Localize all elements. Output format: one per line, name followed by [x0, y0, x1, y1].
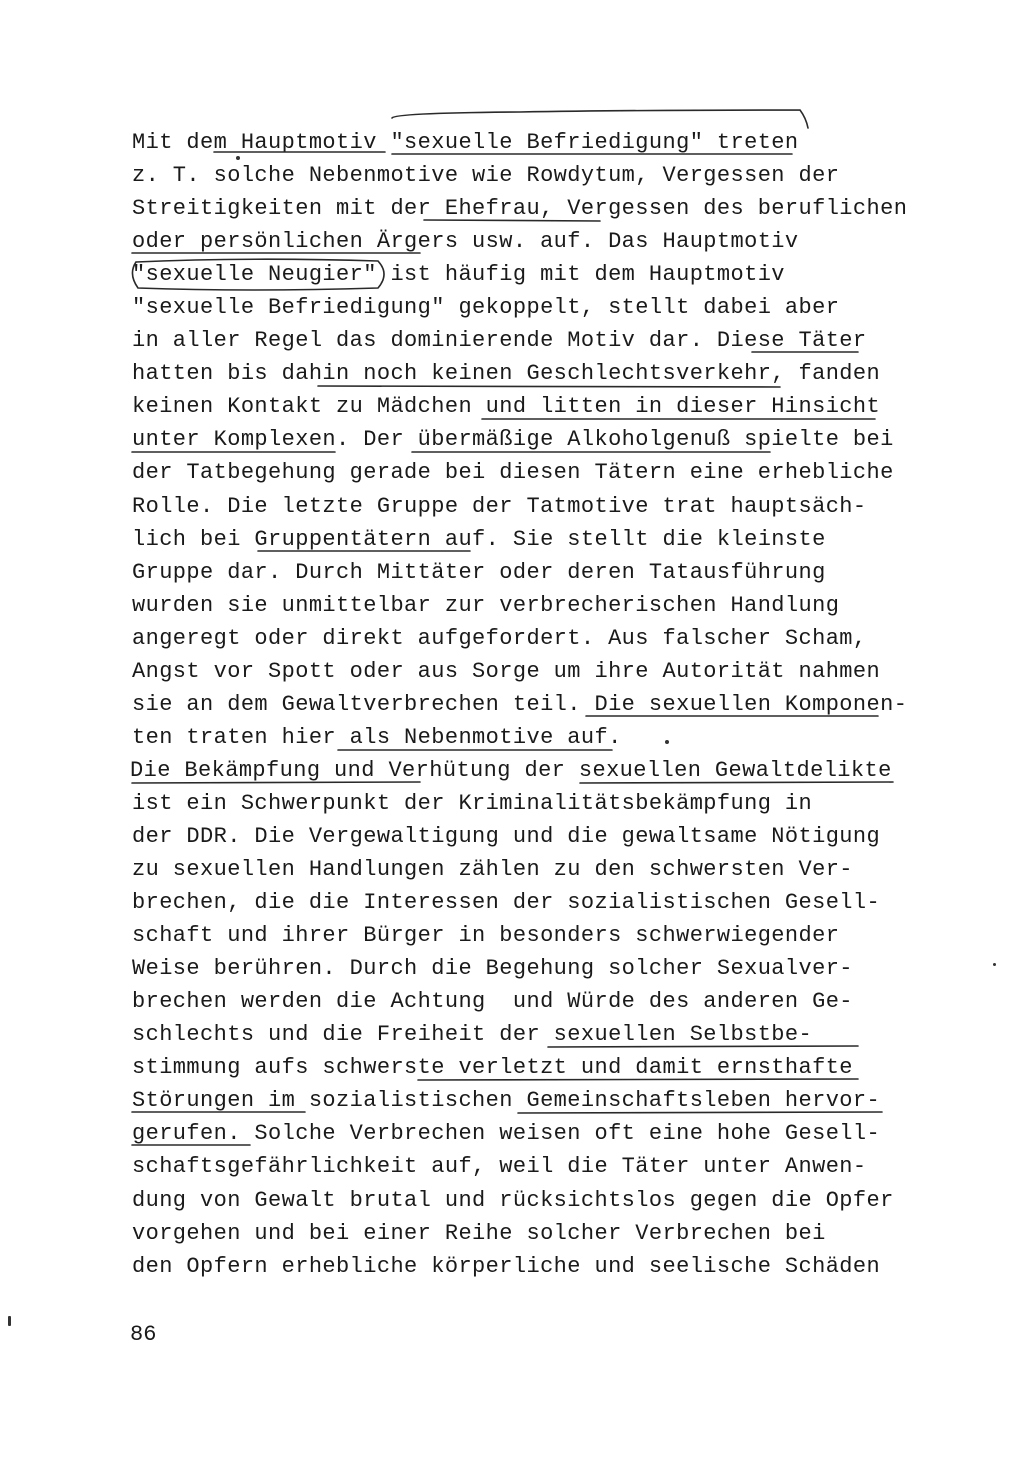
scan-speck	[993, 963, 996, 966]
text-line: vorgehen und bei einer Reihe solcher Verbrechen bei	[132, 1220, 826, 1246]
text-line: Rolle. Die letzte Gruppe der Tatmotive trat hauptsäch-	[132, 493, 867, 519]
text-line: ten traten hier als Nebenmotive auf.	[132, 724, 622, 750]
text-line: Angst vor Spott oder aus Sorge um ihre Autorität nahmen	[132, 658, 881, 684]
text-line: Gruppe dar. Durch Mittäter oder deren Tatausführung	[132, 559, 826, 585]
text-line: lich bei Gruppentätern auf. Sie stellt die kleinste	[132, 526, 826, 552]
text-line: wurden sie unmittelbar zur verbrecherischen Handlung	[132, 592, 840, 618]
text-line: Mit dem Hauptmotiv "sexuelle Befriedigung" treten	[132, 130, 799, 155]
text-line: "sexuelle Neugier" ist häufig mit dem Hauptmotiv	[132, 262, 785, 288]
page-number: 86	[130, 1322, 157, 1347]
text-line: zu sexuellen Handlungen zählen zu den schwersten Ver-	[132, 857, 853, 883]
text-line: Störungen im sozialistischen Gemeinschaftsleben hervor-	[132, 1088, 881, 1114]
text-line: den Opfern erhebliche körperliche und seelische Schäden	[132, 1253, 881, 1279]
text-line: schlechts und die Freiheit der sexuellen Selbstbe-	[132, 1022, 813, 1048]
text-line: gerufen. Solche Verbrechen weisen oft eine hohe Gesell-	[132, 1121, 881, 1147]
text-line: Weise berühren. Durch die Begehung solcher Sexualver-	[132, 956, 853, 982]
text-line: brechen, die die Interessen der sozialistischen Gesell-	[132, 890, 881, 916]
text-line: Die Bekämpfung und Verhütung der sexuellen Gewaltdelikte	[130, 757, 892, 783]
scan-speck	[236, 156, 240, 160]
text-line: schaftsgefährlichkeit auf, weil die Täter unter Anwen-	[132, 1154, 867, 1180]
body-text	[132, 126, 922, 1283]
text-line: ist ein Schwerpunkt der Kriminalitätsbekämpfung in	[132, 790, 813, 816]
text-line: "sexuelle Befriedigung" gekoppelt, stellt dabei aber	[132, 295, 840, 321]
scan-speck	[8, 1316, 11, 1326]
text-line: unter Komplexen. Der übermäßige Alkoholgenuß spielte bei	[132, 427, 894, 453]
text-line: schaft und ihrer Bürger in besonders schwerwiegender	[132, 923, 840, 949]
text-line: Streitigkeiten mit der Ehefrau, Vergessen des beruflichen	[132, 196, 908, 222]
text-line: oder persönlichen Ärgers usw. auf. Das Hauptmotiv	[132, 229, 799, 255]
text-line: hatten bis dahin noch keinen Geschlechtsverkehr, fanden	[132, 361, 881, 387]
text-line: angeregt oder direkt aufgefordert. Aus falscher Scham,	[132, 625, 867, 651]
text-line: der Tatbegehung gerade bei diesen Tätern eine erhebliche	[132, 460, 894, 486]
text-line: keinen Kontakt zu Mädchen und litten in dieser Hinsicht	[132, 394, 881, 420]
text-line: brechen werden die Achtung und Würde des anderen Ge-	[132, 989, 853, 1015]
text-line: in aller Regel das dominierende Motiv dar. Diese Täter	[132, 328, 867, 354]
text-line: sie an dem Gewaltverbrechen teil. Die sexuellen Komponen-	[132, 691, 908, 717]
text-line: stimmung aufs schwerste verletzt und damit ernsthafte	[132, 1055, 853, 1081]
text-line: der DDR. Die Vergewaltigung und die gewaltsame Nötigung	[132, 823, 881, 849]
scan-speck	[665, 740, 669, 744]
text-line: z. T. solche Nebenmotive wie Rowdytum, Vergessen der	[132, 163, 840, 189]
text-line: dung von Gewalt brutal und rücksichtslos gegen die Opfer	[132, 1187, 894, 1213]
